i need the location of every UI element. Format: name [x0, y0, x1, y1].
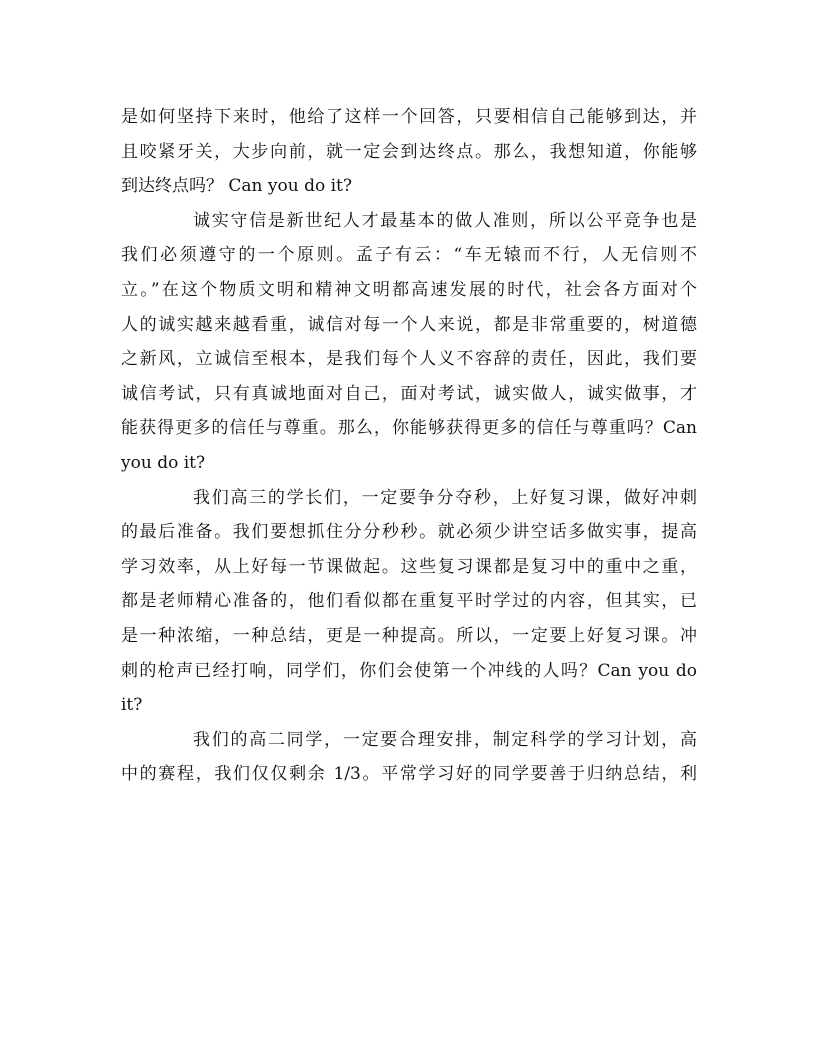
paragraph-4 [121, 723, 697, 792]
text-line: 诚信考试，只有真诚地面对自己，面对考试，诚实做人，诚实做事，才 [121, 383, 697, 404]
text-line: 人的诚实越来越看重，诚信对每一个人来说，都是非常重要的，树道德 [121, 314, 697, 335]
text-line: 是一种浓缩，一种总结，更是一种提高。所以，一定要上好复习课。冲 [121, 625, 697, 646]
text-line: 是如何坚持下来时，他给了这样一个回答，只要相信自己能够到达，并 [121, 107, 697, 127]
text-line: 立。”在这个物质文明和精神文明都高速发展的时代，社会各方面对个 [121, 279, 697, 300]
text-line: 都是老师精心准备的，他们看似都在重复平时学过的内容，但其实，已 [121, 591, 697, 612]
text-line: 之新风，立诚信至根本，是我们每个人义不容辞的责任，因此，我们要 [121, 349, 697, 370]
text-line: 我们的高二同学，一定要合理安排，制定科学的学习计划，高 [193, 729, 697, 750]
text-line: 且咬紧牙关，大步向前，就一定会到达终点。那么，我想知道，你能够 [121, 141, 697, 162]
text-line: 到达终点吗？ Can you do it? [121, 176, 352, 197]
paragraph-1 [121, 100, 697, 204]
paragraph-3 [121, 481, 697, 723]
body-text [121, 100, 697, 792]
text-line: 我们必须遵守的一个原则。孟子有云：“车无辕而不行，人无信则不 [121, 245, 697, 266]
text-line: 刺的枪声已经打响，同学们，你们会使第一个冲线的人吗？Can you do [121, 660, 697, 681]
text-line: 中的赛程，我们仅仅剩余 1/3。平常学习好的同学要善于归纳总结，利 [121, 764, 697, 785]
text-line: 能获得更多的信任与尊重。那么，你能够获得更多的信任与尊重吗？Can [121, 418, 697, 439]
text-line: 的最后准备。我们要想抓住分分秒秒。就必须少讲空话多做实事，提高 [121, 522, 697, 543]
text-line: it? [121, 695, 143, 716]
text-line: 学习效率，从上好每一节课做起。这些复习课都是复习中的重中之重， [121, 556, 697, 577]
text-line: 我们高三的学长们，一定要争分夺秒，上好复习课，做好冲刺 [193, 487, 697, 508]
paragraph-2 [121, 204, 697, 481]
text-line: 诚实守信是新世纪人才最基本的做人准则，所以公平竞争也是 [193, 210, 697, 231]
text-line: you do it? [121, 452, 206, 473]
